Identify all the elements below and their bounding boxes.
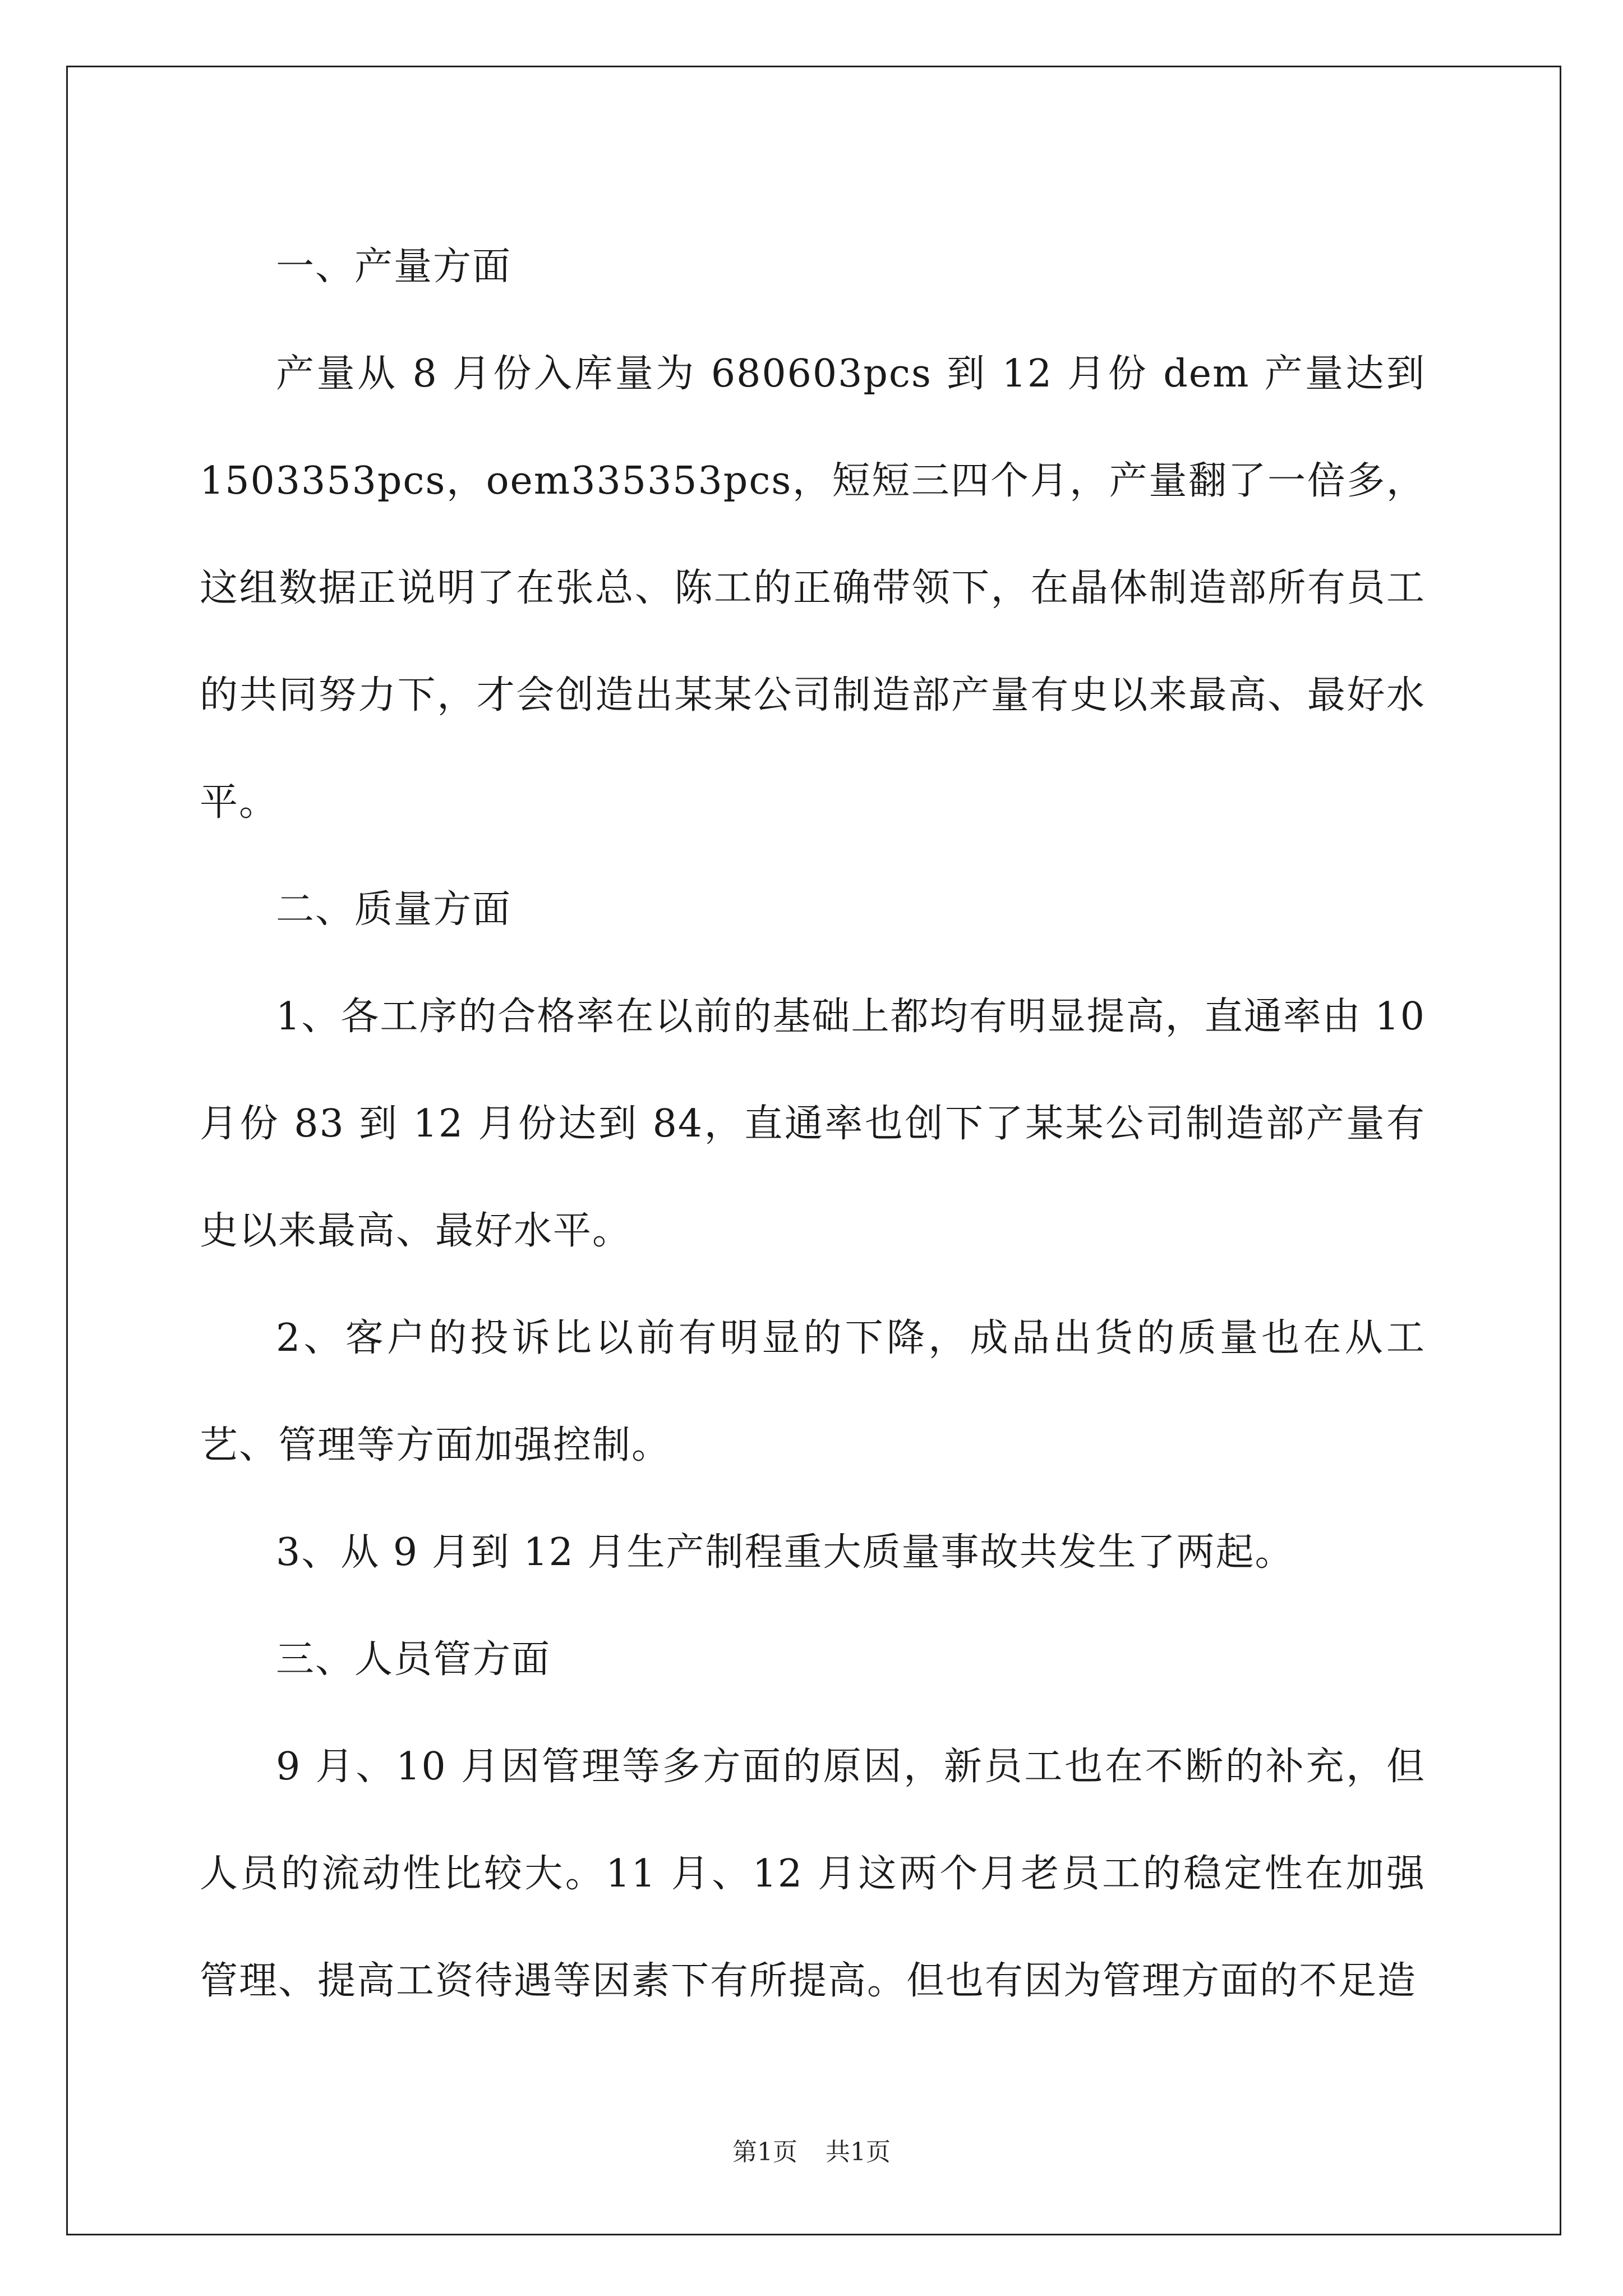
paragraph-quality-1: 1、各工序的合格率在以前的基础上都均有明显提高，直通率由 10 月份 83 到 12 月份达到 84，直通率也创下了某某公司制造部产量有史以来最高、最好水平。 [200, 995, 1426, 1253]
section-heading-personnel: 三、人员管方面 [276, 1637, 551, 1682]
paragraph-output-detail: 产量从 8 月份入库量为 680603pcs 到 12 月份 dem 产量达到 1503353pcs，oem335353pcs，短短三四个月，产量翻了一倍多，这组数据正说明了在张总、陈工的正确带领下，在晶体制造部所有员工的共同努力下，才会创造出某某公司制造部产量有史以来最高、最好水平。 [200, 352, 1426, 825]
page-number-total: 共1页 [826, 2138, 891, 2166]
paragraph-quality-3: 3、从 9 月到 12 月生产制程重大质量事故共发生了两起。 [276, 1530, 1294, 1575]
paragraph-quality-2: 2、客户的投诉比以前有明显的下降，成品出货的质量也在从工艺、管理等方面加强控制。 [200, 1316, 1426, 1467]
page-number-current: 第1页 [732, 2138, 797, 2166]
section-heading-quality: 二、质量方面 [276, 887, 512, 932]
section-heading-output: 一、产量方面 [276, 245, 512, 289]
page-footer [0, 2132, 1623, 2168]
paragraph-personnel-detail: 9 月、10 月因管理等多方面的原因，新员工也在不断的补充，但人员的流动性比较大。11 月、12 月这两个月老员工的稳定性在加强管理、提高工资待遇等因素下有所提高。但也有因为管理方面的不足造 [200, 1745, 1426, 2003]
document-body [200, 213, 1426, 2035]
